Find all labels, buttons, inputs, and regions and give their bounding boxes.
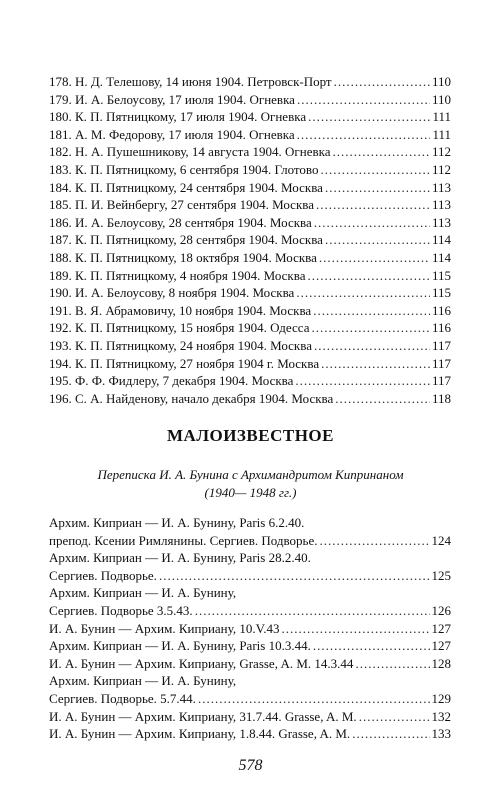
subtitle-date-range: (1940— 1948 гг.)	[204, 485, 297, 500]
toc-entry-page: 110	[431, 74, 451, 89]
toc-entry-title: 189. К. П. Пятницкому, 4 ноября 1904. Москва	[49, 267, 306, 283]
toc-entry-title: 185. П. И. Вейнбергу, 27 сентября 1904. Москва	[49, 197, 314, 213]
dot-leader	[352, 725, 429, 743]
toc-entry-page: 127	[431, 620, 451, 636]
contents-list-letters	[49, 73, 451, 407]
section-title: МАЛОИЗВЕСТНОЕ	[167, 426, 334, 445]
toc-entry	[49, 637, 451, 655]
section-subtitle	[60, 466, 441, 502]
toc-entry-title: 186. И. А. Белоусову, 28 сентября 1904. Москва	[49, 214, 312, 230]
dot-leader	[282, 620, 430, 638]
toc-entry-page: 129	[431, 690, 451, 706]
toc-entry	[49, 690, 451, 708]
dot-leader	[333, 143, 430, 161]
toc-entry-title: И. А. Бунин — Архим. Киприану, 1.8.44. Grasse, A. M.	[49, 726, 351, 742]
toc-entry	[49, 231, 451, 249]
toc-entry-title: Сергиев. Подворье.	[49, 567, 157, 583]
dot-leader	[314, 337, 430, 355]
toc-entry-title: И. А. Бунин — Архим. Киприану, Grasse, A. M. 14.3.44	[49, 655, 354, 671]
toc-entry-title: 187. К. П. Пятницкому, 28 сентября 1904. Москва	[49, 232, 323, 248]
toc-entry-page: 113	[431, 214, 451, 230]
toc-entry	[49, 355, 451, 373]
toc-entry	[49, 196, 451, 214]
toc-entry-page: 127	[431, 638, 451, 654]
toc-entry-title: 181. А. М. Федорову, 17 июля 1904. Огневка	[49, 126, 295, 142]
toc-entry	[49, 108, 451, 126]
toc-entry-title: Сергиев. Подворье. 5.7.44.	[49, 690, 196, 706]
toc-entry-first-line: Архим. Киприан — И. А. Бунину,	[49, 585, 237, 601]
contents-list-correspondence	[49, 514, 451, 743]
toc-entry-title: 191. В. Я. Абрамовичу, 10 ноября 1904. Москва	[49, 302, 312, 318]
toc-entry-page: 117	[431, 337, 451, 353]
dot-leader	[314, 214, 430, 232]
toc-entry-first-line: Архим. Киприан — И. А. Бунину,	[49, 673, 237, 689]
dot-leader	[359, 708, 430, 726]
toc-entry	[49, 567, 451, 585]
dot-leader	[296, 284, 430, 302]
toc-entry-first-line: Архим. Киприан — И. А. Бунину, Paris 28.2.40.	[49, 550, 311, 566]
toc-entry	[49, 337, 451, 355]
dot-leader	[320, 532, 430, 550]
toc-entry	[49, 620, 451, 638]
dot-leader	[334, 73, 430, 91]
dot-leader	[307, 267, 429, 285]
toc-entry-page: 112	[431, 144, 451, 160]
toc-entry-page: 117	[431, 355, 451, 371]
toc-entry-page: 112	[431, 161, 451, 177]
toc-entry	[49, 91, 451, 109]
toc-entry	[49, 179, 451, 197]
toc-entry-title: И. А. Бунин — Архим. Киприану, 10.V.43	[49, 620, 280, 636]
toc-entry-page: 132	[431, 708, 451, 724]
toc-entry-title: 193. К. П. Пятницкому, 24 ноября 1904. Москва	[49, 337, 312, 353]
toc-entry	[49, 214, 451, 232]
toc-entry-page: 118	[431, 390, 451, 406]
toc-entry-title: 195. Ф. Ф. Фидлеру, 7 декабря 1904. Москва	[49, 373, 294, 389]
toc-entry-page: 128	[431, 655, 451, 671]
dot-leader	[198, 690, 430, 708]
toc-entry-page: 116	[431, 320, 451, 336]
toc-entry-title: 180. К. П. Пятницкому, 17 июля 1904. Огневка	[49, 109, 307, 125]
toc-entry	[49, 532, 451, 550]
toc-entry-page: 125	[431, 567, 451, 583]
toc-entry-page: 111	[432, 109, 451, 125]
dot-leader	[320, 161, 430, 179]
toc-entry	[49, 143, 451, 161]
toc-entry-page: 114	[431, 232, 451, 248]
toc-entry	[49, 390, 451, 408]
toc-entry-page: 115	[431, 285, 451, 301]
subtitle-line: Переписка И. А. Бунина с Архимандритом Кипринаном	[97, 467, 404, 482]
page-number: 578	[238, 757, 263, 774]
toc-entry-title: препод. Ксении Римлянины. Сергиев. Подворье.	[49, 532, 318, 548]
toc-entry	[49, 267, 451, 285]
toc-entry-first-line: Архим. Киприан — И. А. Бунину, Paris 6.2.40.	[49, 515, 305, 530]
dot-leader	[312, 319, 430, 337]
toc-entry	[49, 372, 451, 390]
toc-entry	[49, 319, 451, 337]
dot-leader	[316, 196, 430, 214]
toc-entry	[49, 655, 451, 673]
toc-entry-page: 110	[431, 91, 451, 107]
dot-leader	[335, 390, 430, 408]
dot-leader	[355, 655, 429, 673]
toc-entry	[49, 161, 451, 179]
toc-entry-page: 115	[431, 267, 451, 283]
toc-entry-page: 114	[431, 249, 451, 265]
toc-entry	[49, 602, 451, 620]
toc-entry	[49, 73, 451, 91]
toc-entry-title: 179. И. А. Белоусову, 17 июля 1904. Огневка	[49, 91, 295, 107]
toc-entry-title: 192. К. П. Пятницкому, 15 ноября 1904. Одесса	[49, 320, 310, 336]
toc-entry	[49, 725, 451, 743]
dot-leader	[159, 567, 430, 585]
toc-entry-page: 133	[431, 726, 451, 742]
dot-leader	[297, 91, 430, 109]
toc-entry-title: 188. К. П. Пятницкому, 18 октября 1904. Москва	[49, 249, 317, 265]
toc-entry-page: 117	[431, 373, 451, 389]
toc-entry-title: 190. И. А. Белоусову, 8 ноября 1904. Москва	[49, 285, 295, 301]
toc-entry-title: Сергиев. Подворье 3.5.43.	[49, 602, 193, 618]
dot-leader	[195, 602, 430, 620]
dot-leader	[321, 355, 430, 373]
dot-leader	[325, 179, 430, 197]
toc-entry-title: 178. Н. Д. Телешову, 14 июня 1904. Петровск-Порт	[49, 74, 332, 89]
toc-entry-title: И. А. Бунин — Архим. Киприану, 31.7.44. Grasse, A. M.	[49, 708, 357, 724]
dot-leader	[308, 108, 430, 126]
toc-entry-page: 126	[431, 602, 451, 618]
dot-leader	[313, 637, 430, 655]
dot-leader	[325, 231, 430, 249]
dot-leader	[319, 249, 430, 267]
dot-leader	[313, 302, 430, 320]
toc-entry-page: 113	[431, 179, 451, 195]
toc-entry	[49, 302, 451, 320]
toc-entry-title: 183. К. П. Пятницкому, 6 сентября 1904. Глотово	[49, 161, 319, 177]
toc-entry-title: 184. К. П. Пятницкому, 24 сентября 1904. Москва	[49, 179, 323, 195]
toc-entry	[49, 249, 451, 267]
toc-entry	[49, 708, 451, 726]
toc-entry	[49, 284, 451, 302]
dot-leader	[297, 126, 431, 144]
toc-entry-title: 182. Н. А. Пушешникову, 14 августа 1904. Огневка	[49, 144, 331, 160]
toc-entry-title: 196. С. А. Найденову, начало декабря 1904. Москва	[49, 390, 334, 406]
toc-entry-page: 116	[431, 302, 451, 318]
toc-entry-title: 194. К. П. Пятницкому, 27 ноября 1904 г. Москва	[49, 355, 320, 371]
toc-entry-page: 113	[431, 197, 451, 213]
toc-entry-page: 111	[432, 126, 451, 142]
toc-entry-page: 124	[431, 532, 451, 548]
toc-entry	[49, 126, 451, 144]
dot-leader	[295, 372, 430, 390]
toc-entry-title: Архим. Киприан — И. А. Бунину, Paris 10.3.44.	[49, 638, 311, 654]
